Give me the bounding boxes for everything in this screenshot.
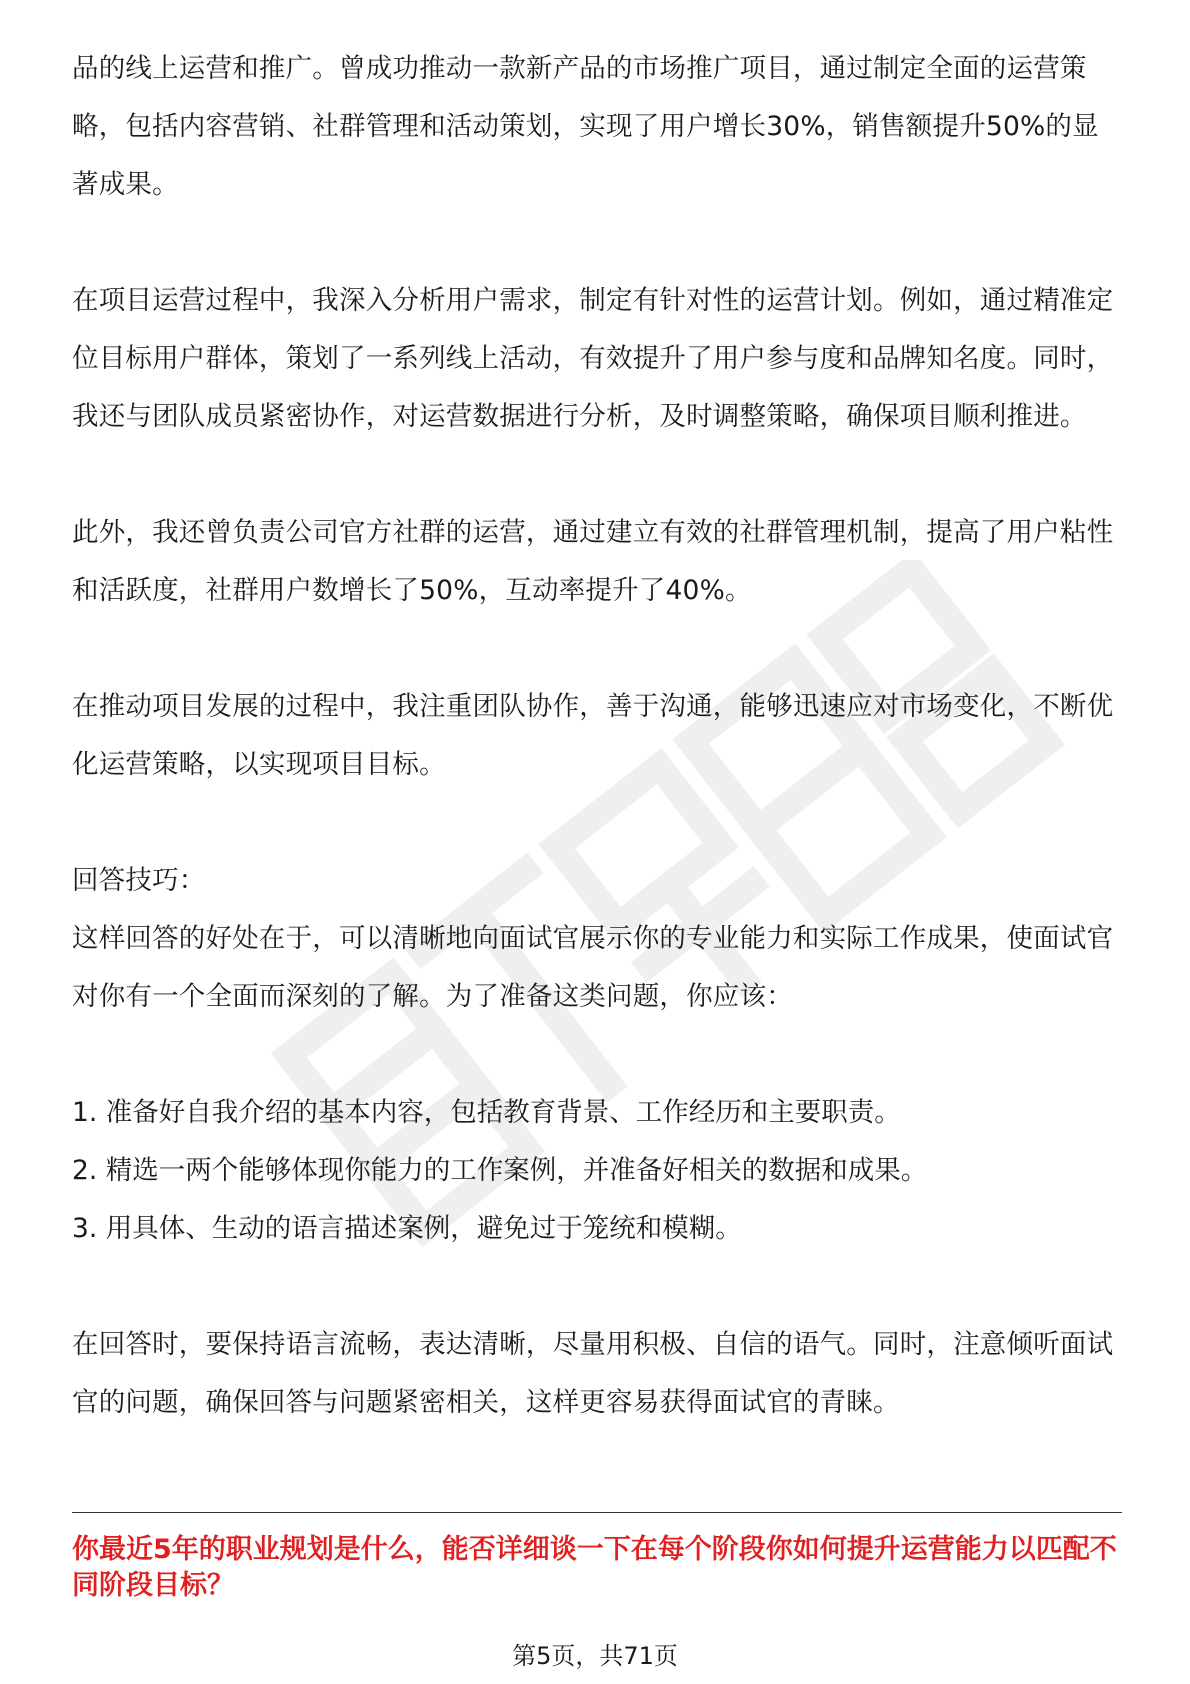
document-body [72,40,1122,1432]
tips-heading: 回答技巧： [72,865,206,896]
tips-intro: 这样回答的好处在于，可以清晰地向面试官展示你的专业能力和实际工作成果，使面试官对你有一个全面而深刻的了解。为了准备这类问题，你应该： [72,923,1114,1012]
tips-list-item-3: 3. 用具体、生动的语言描述案例，避免过于笼统和模糊。 [72,1213,742,1244]
paragraph-community: 此外，我还曾负责公司官方社群的运营，通过建立有效的社群管理机制，提高了用户粘性和活跃度，社群用户数增长了50%，互动率提升了40%。 [72,517,1114,606]
next-question-heading: 你最近5年的职业规划是什么，能否详细谈一下在每个阶段你如何提升运营能力以匹配不同阶段目标？ [72,1534,1117,1601]
section-divider [72,1512,1122,1513]
tips-list-item-1: 1. 准备好自我介绍的基本内容，包括教育背景、工作经历和主要职责。 [72,1097,901,1128]
tips-list-item-2: 2. 精选一两个能够体现你能力的工作案例，并准备好相关的数据和成果。 [72,1155,928,1186]
page-footer: 第5页，共71页 [512,1642,678,1670]
paragraph-process: 在项目运营过程中，我深入分析用户需求，制定有针对性的运营计划。例如，通过精准定位目标用户群体，策划了一系列线上活动，有效提升了用户参与度和品牌知名度。同时，我还与团队成员紧密协作，对运营数据进行分析，及时调整策略，确保项目顺利推进。 [72,285,1114,432]
paragraph-teamwork: 在推动项目发展的过程中，我注重团队协作，善于沟通，能够迅速应对市场变化，不断优化运营策略，以实现项目目标。 [72,691,1114,780]
tips-closing: 在回答时，要保持语言流畅，表达清晰，尽量用积极、自信的语气。同时，注意倾听面试官的问题，确保回答与问题紧密相关，这样更容易获得面试官的青睐。 [72,1329,1114,1418]
paragraph-intro: 品的线上运营和推广。曾成功推动一款新产品的市场推广项目，通过制定全面的运营策略，包括内容营销、社群管理和活动策划，实现了用户增长30%，销售额提升50%的显著成果。 [72,53,1099,200]
